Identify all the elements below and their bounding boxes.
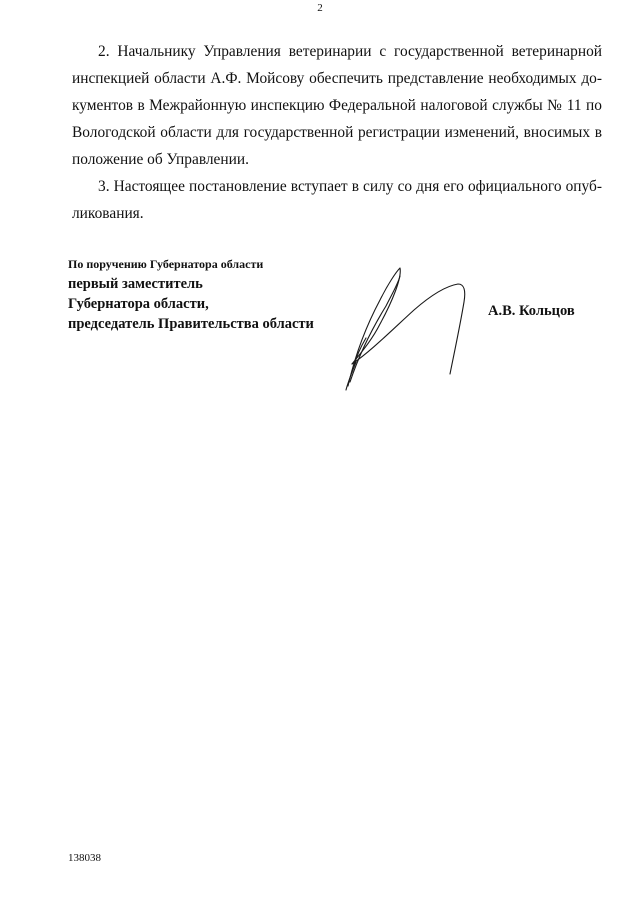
signer-position-line-1: первый заместитель xyxy=(68,276,203,292)
signature-block xyxy=(68,254,314,334)
page-number: 2 xyxy=(317,2,323,14)
paragraph-2-line-5: положение об Управлении. xyxy=(72,151,249,168)
paragraph-2-line-1: 2. Начальнику Управления ветеринарии с государственной ветеринарной xyxy=(98,43,602,60)
paragraph-2-line-3: кументов в Межрайонную инспекцию Федеральной налоговой службы № 11 по xyxy=(72,97,602,114)
signer-position-line-2: Губернатора области, xyxy=(68,296,209,312)
paragraph-3-line-1: 3. Настоящее постановление вступает в силу со дня его официального опуб- xyxy=(98,178,602,195)
signer-position-line-3: председатель Правительства области xyxy=(68,316,314,332)
paragraph-2-line-2: инспекцией области А.Ф. Мойсову обеспечить представление необходимых до- xyxy=(72,70,602,87)
document-code: 138038 xyxy=(68,852,101,864)
handwritten-signature xyxy=(330,262,480,394)
paragraph-2-line-4: Вологодской области для государственной регистрации изменений, вносимых в xyxy=(72,124,602,141)
signature-authority-line: По поручению Губернатора области xyxy=(68,257,264,271)
paragraph-3-line-2: ликования. xyxy=(72,205,144,222)
document-body xyxy=(72,38,602,227)
signer-name: А.В. Кольцов xyxy=(488,303,575,319)
